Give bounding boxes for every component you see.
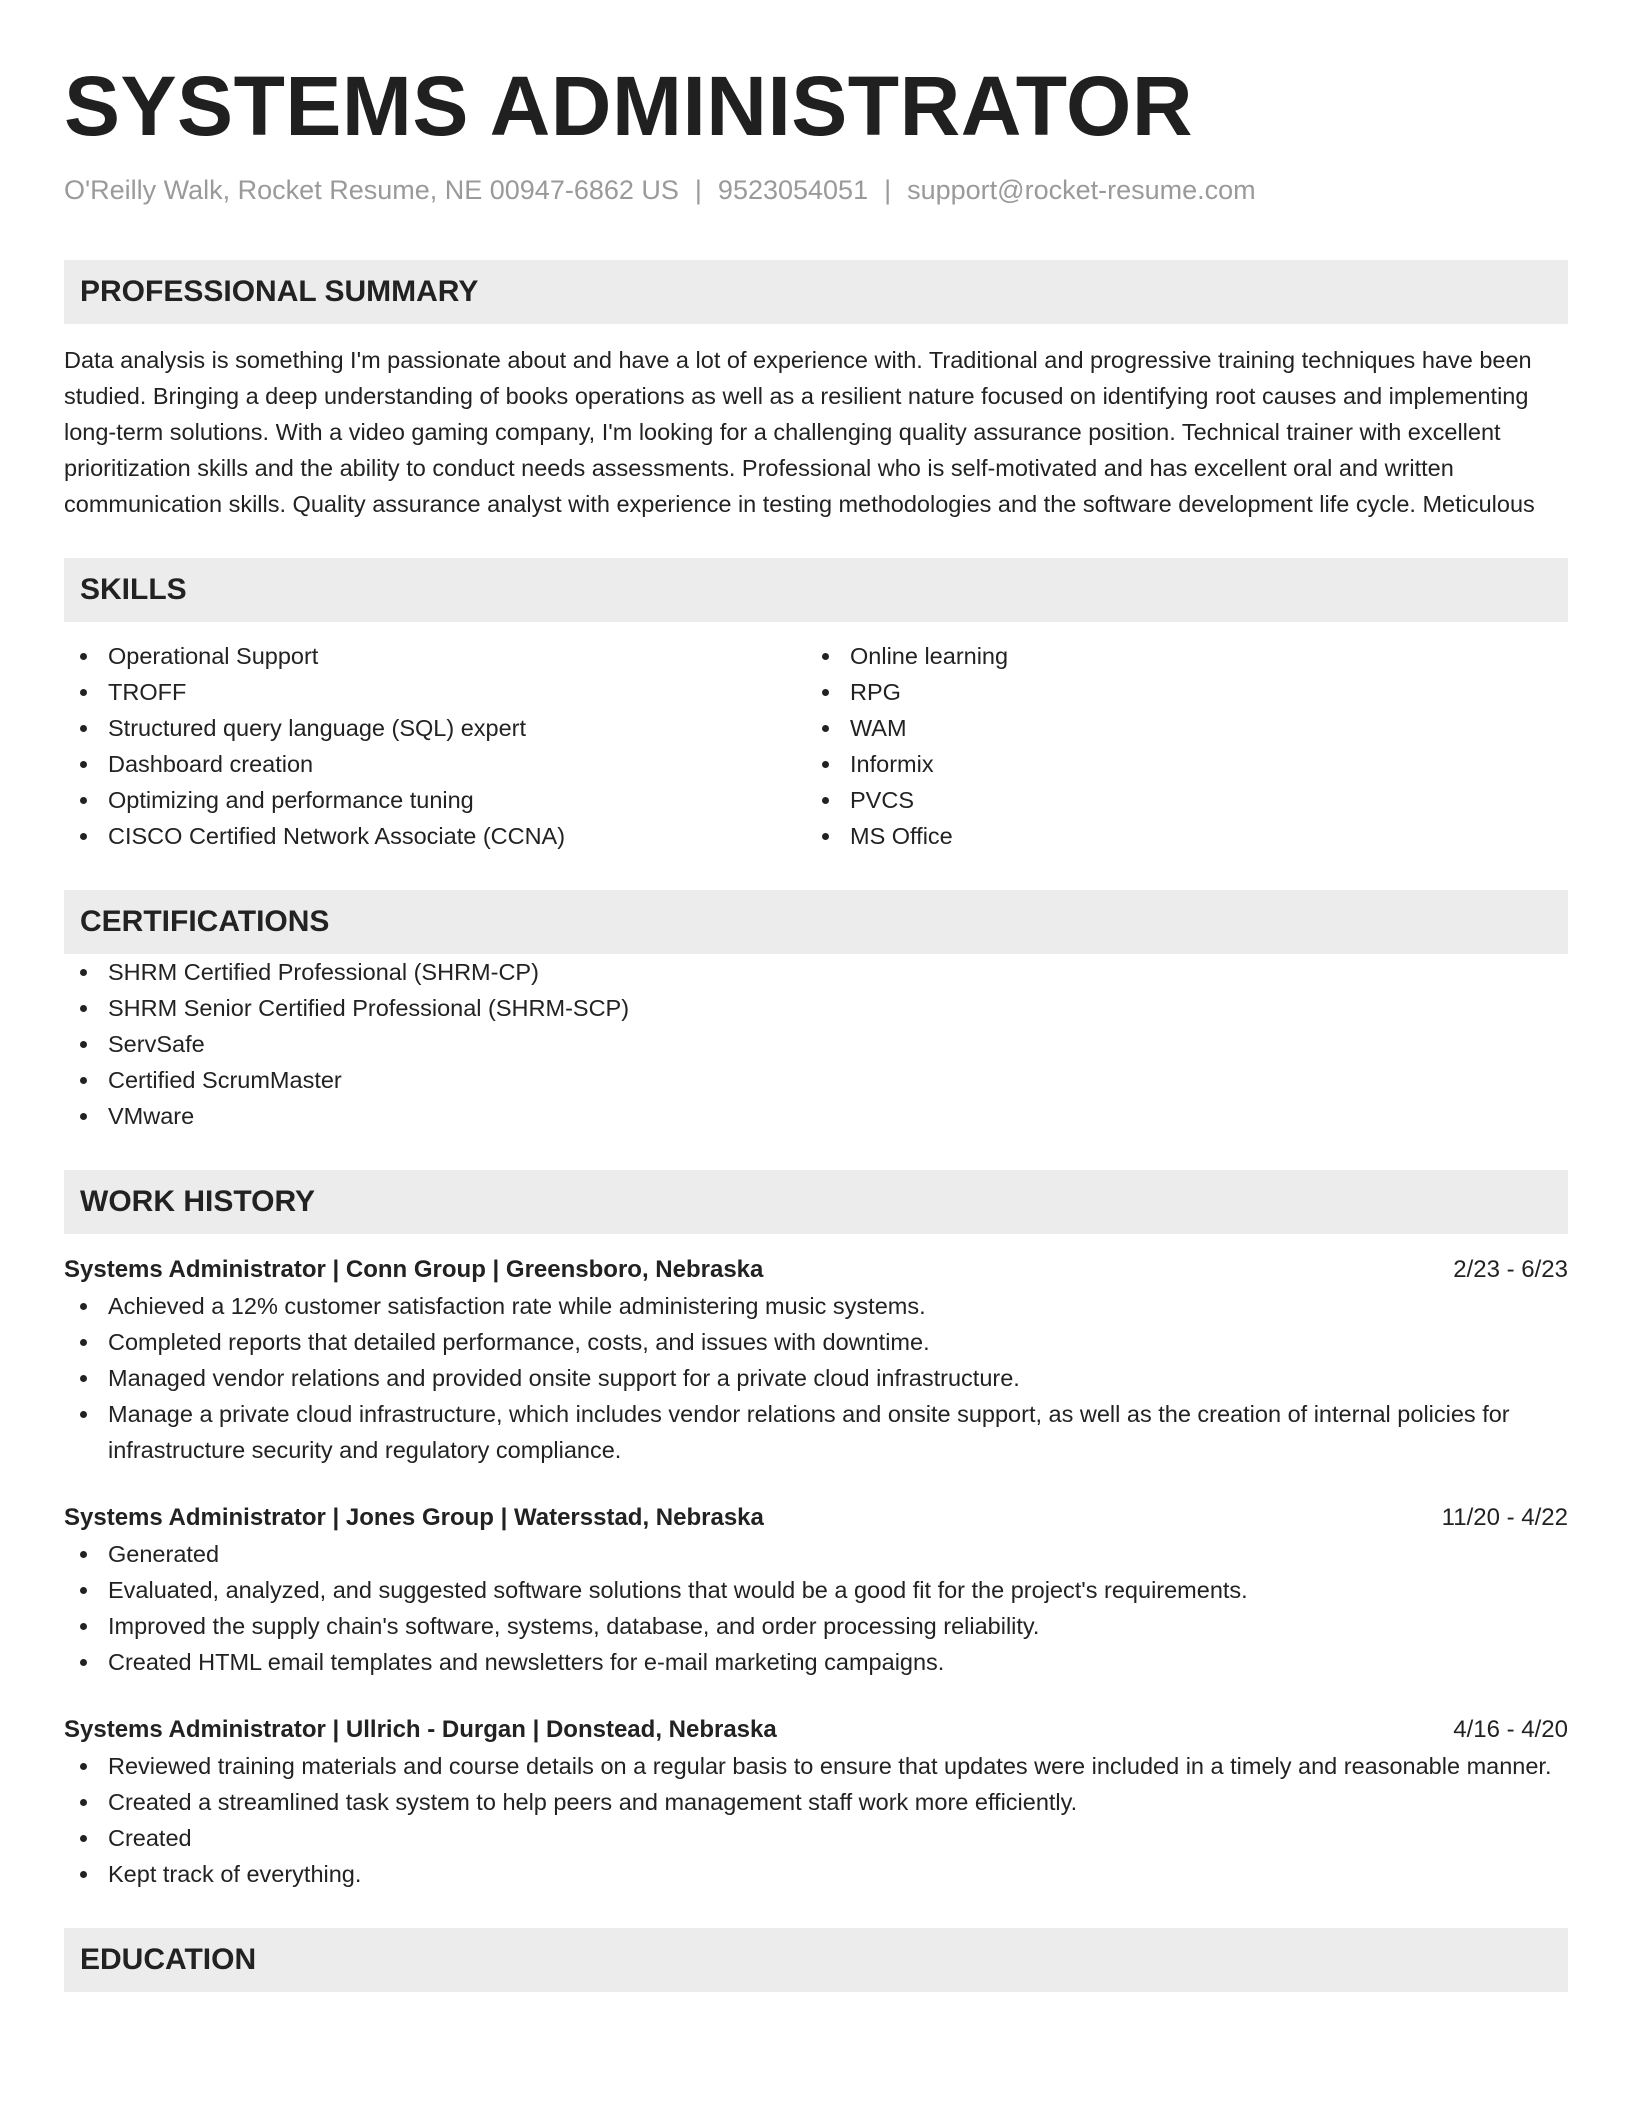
skill-item: PVCS bbox=[806, 782, 1548, 818]
job-entry bbox=[64, 1500, 1568, 1680]
section-heading-education: EDUCATION bbox=[64, 1928, 1568, 1992]
job-bullet: Manage a private cloud infrastructure, which includes vendor relations and onsite support, as well as the creation of internal policies for infrastructure security and regulatory compliance. bbox=[64, 1396, 1568, 1468]
job-bullet: Evaluated, analyzed, and suggested software solutions that would be a good fit for the project's requirements. bbox=[64, 1572, 1568, 1608]
skills-column-left bbox=[64, 638, 806, 854]
job-header bbox=[64, 1252, 1568, 1288]
skill-item: Informix bbox=[806, 746, 1548, 782]
certification-item: ServSafe bbox=[64, 1026, 1568, 1062]
job-bullet: Completed reports that detailed performance, costs, and issues with downtime. bbox=[64, 1324, 1568, 1360]
job-bullet: Created bbox=[64, 1820, 1568, 1856]
resume-page bbox=[64, 56, 1568, 1992]
certification-item: Certified ScrumMaster bbox=[64, 1062, 1568, 1098]
skill-item: Operational Support bbox=[64, 638, 806, 674]
job-header bbox=[64, 1500, 1568, 1536]
job-header bbox=[64, 1712, 1568, 1748]
skill-item: TROFF bbox=[64, 674, 806, 710]
job-dates: 11/20 - 4/22 bbox=[1441, 1504, 1568, 1531]
job-entry bbox=[64, 1712, 1568, 1892]
certification-item: SHRM Senior Certified Professional (SHRM-SCP) bbox=[64, 990, 1568, 1026]
job-bullet-list bbox=[64, 1536, 1568, 1680]
contact-email: support@rocket-resume.com bbox=[907, 175, 1256, 205]
skill-item: WAM bbox=[806, 710, 1548, 746]
skill-item: RPG bbox=[806, 674, 1548, 710]
skill-item: Structured query language (SQL) expert bbox=[64, 710, 806, 746]
section-heading-work-history: WORK HISTORY bbox=[64, 1170, 1568, 1234]
summary-text: Data analysis is something I'm passionate about and have a lot of experience with. Traditional and progressive training techniques have been studied. Bringing a deep understanding of books operations as well as a resilient nature focused on identifying root causes and implementing long-term solutions. With a video gaming company, I'm looking for a challenging quality assurance position. Technical trainer with excellent prioritization skills and the ability to conduct needs assessments. Professional who is self-motivated and has excellent oral and written communication skills. Quality assurance analyst with experience in testing methodologies and the software development life cycle. Meticulous bbox=[64, 347, 1535, 517]
job-bullet: Managed vendor relations and provided onsite support for a private cloud infrastructure. bbox=[64, 1360, 1568, 1396]
job-bullet: Created HTML email templates and newsletters for e-mail marketing campaigns. bbox=[64, 1644, 1568, 1680]
contact-phone: 9523054051 bbox=[717, 175, 869, 205]
section-heading-certifications: CERTIFICATIONS bbox=[64, 890, 1568, 954]
skill-item: Dashboard creation bbox=[64, 746, 806, 782]
job-title: Systems Administrator | Jones Group | Watersstad, Nebraska bbox=[64, 1504, 764, 1531]
contact-separator: | bbox=[694, 175, 702, 205]
job-title: Systems Administrator | Ullrich - Durgan | Donstead, Nebraska bbox=[64, 1716, 777, 1743]
job-title: Systems Administrator | Conn Group | Greensboro, Nebraska bbox=[64, 1256, 764, 1283]
job-bullet: Reviewed training materials and course details on a regular basis to ensure that updates were included in a timely and reasonable manner. bbox=[64, 1748, 1568, 1784]
skill-item: CISCO Certified Network Associate (CCNA) bbox=[64, 818, 806, 854]
job-bullet-list bbox=[64, 1748, 1568, 1892]
job-bullet: Improved the supply chain's software, systems, database, and order processing reliability. bbox=[64, 1608, 1568, 1644]
certification-list bbox=[64, 954, 1568, 1134]
certification-item: VMware bbox=[64, 1098, 1568, 1134]
skills-grid bbox=[64, 638, 1568, 854]
skill-item: Online learning bbox=[806, 638, 1548, 674]
resume-name: SYSTEMS ADMINISTRATOR bbox=[64, 59, 1193, 153]
section-heading-skills: SKILLS bbox=[64, 558, 1568, 622]
job-dates: 4/16 - 4/20 bbox=[1453, 1716, 1568, 1743]
job-bullet-list bbox=[64, 1288, 1568, 1468]
skill-item: Optimizing and performance tuning bbox=[64, 782, 806, 818]
job-bullet: Achieved a 12% customer satisfaction rate while administering music systems. bbox=[64, 1288, 1568, 1324]
job-dates: 2/23 - 6/23 bbox=[1453, 1256, 1568, 1283]
section-heading-summary: PROFESSIONAL SUMMARY bbox=[64, 260, 1568, 324]
job-entry bbox=[64, 1252, 1568, 1468]
job-bullet: Created a streamlined task system to help peers and management staff work more efficiently. bbox=[64, 1784, 1568, 1820]
contact-line bbox=[64, 172, 1568, 208]
skills-column-right bbox=[806, 638, 1548, 854]
job-bullet: Generated bbox=[64, 1536, 1568, 1572]
certification-item: SHRM Certified Professional (SHRM-CP) bbox=[64, 954, 1568, 990]
skill-item: MS Office bbox=[806, 818, 1548, 854]
contact-address: O'Reilly Walk, Rocket Resume, NE 00947-6862 US bbox=[64, 175, 679, 205]
job-bullet: Kept track of everything. bbox=[64, 1856, 1568, 1892]
contact-separator: | bbox=[884, 175, 892, 205]
